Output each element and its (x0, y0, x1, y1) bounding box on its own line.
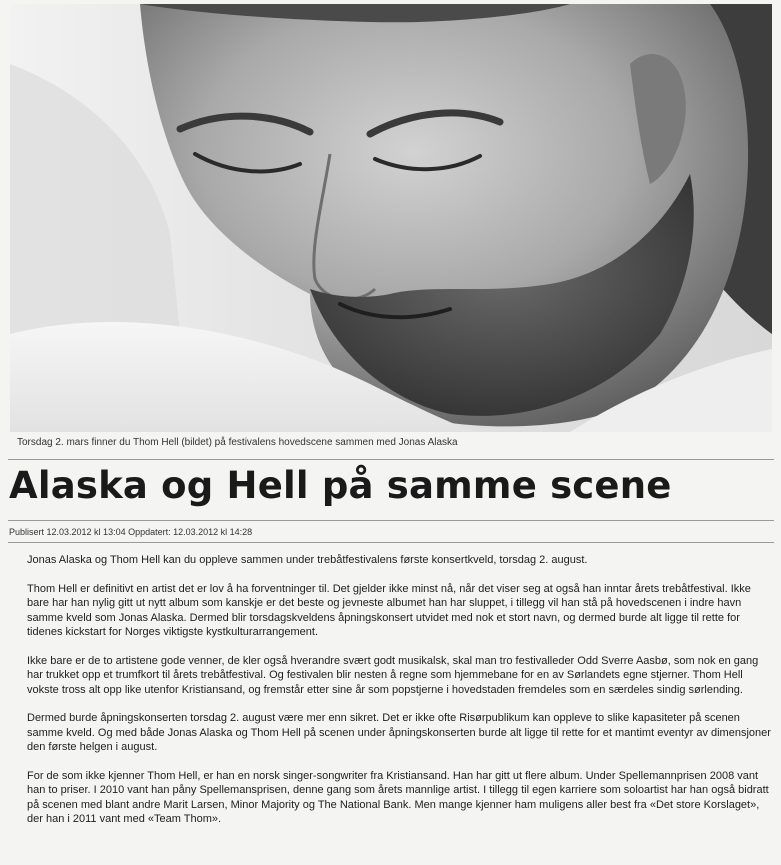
divider-under-title (8, 520, 774, 521)
divider-top (8, 459, 774, 460)
article-photo (10, 4, 772, 432)
divider-under-meta (8, 542, 774, 543)
article-paragraph: For de som ikke kjenner Thom Hell, er han en norsk singer-songwriter fra Kristiansand. Han har gitt ut flere album. Under Spellemannprisen 2008 vant han to priser. I 2010 vant han påny Spellemansprisen, denne gang som årets mannlige artist. I tillegg til egen karriere som soloartist har han også bidratt på scenen med blant andre Marit Larsen, Minor Majority og The National Bank. Men mange kjenner ham muligens aller best fra «Det store Korslaget», der han i 2011 vant med «Team Thom». (27, 770, 769, 826)
publish-meta: Publisert 12.03.2012 kl 13:04 Oppdatert: 12.03.2012 kl 14:28 (9, 527, 253, 537)
article-paragraph: Dermed burde åpningskonserten torsdag 2. august være mer enn sikret. Det er ikke ofte Risørpublikum kan oppleve to slike kapasiteter på scenen samme kveld. Og med både Jonas Alaska og Thom Hell på scenen under åpningskonserten burde alt ligge til rette for et mantimt eventyr av dimensjoner den første helgen i august. (27, 712, 771, 754)
article-body (27, 553, 772, 841)
article-title: Alaska og Hell på samme scene (9, 464, 672, 507)
portrait-photo-illustration (10, 4, 772, 432)
article-paragraph: Jonas Alaska og Thom Hell kan du oppleve sammen under trebåtfestivalens første konsertkveld, torsdag 2. august. (27, 554, 588, 566)
article-paragraph: Thom Hell er definitivt en artist det er lov å ha forventninger til. Det gjelder ikke minst nå, når det viser seg at også han inntar årets trebåtfestival. Ikke bare har han nylig gitt ut nytt album som kanskje er det beste og jevneste albumet han har sluppet, i tillegg vil han stå på hovedscenen i indre havn samme kveld som Jonas Alaska. Dermed blir torsdagskveldens åpningskonsert utvidet med nok et stort navn, og dermed burde alt ligge til rette for tidenes kickstart for Norges viktigste kystkulturarrangement. (27, 582, 751, 639)
photo-caption: Torsdag 2. mars finner du Thom Hell (bildet) på festivalens hovedscene sammen med Jonas Alaska (17, 437, 458, 448)
article-paragraph: Ikke bare er de to artistene gode venner, de kler også hverandre svært godt musikalsk, skal man tro festivalleder Odd Sverre Aasbø, som nok en gang har trukket opp et trumfkort til årets trebåtfestival. Og festivalen blir nesten å regne som hjemmebane for en av Sørlandets egne stjerner. Thom Hell vokste tross alt opp like utenfor Kristiansand, og fremstår etter sine år som popstjerne i hovedstaden fremdeles som en særdeles sindig sørlending. (27, 654, 759, 696)
